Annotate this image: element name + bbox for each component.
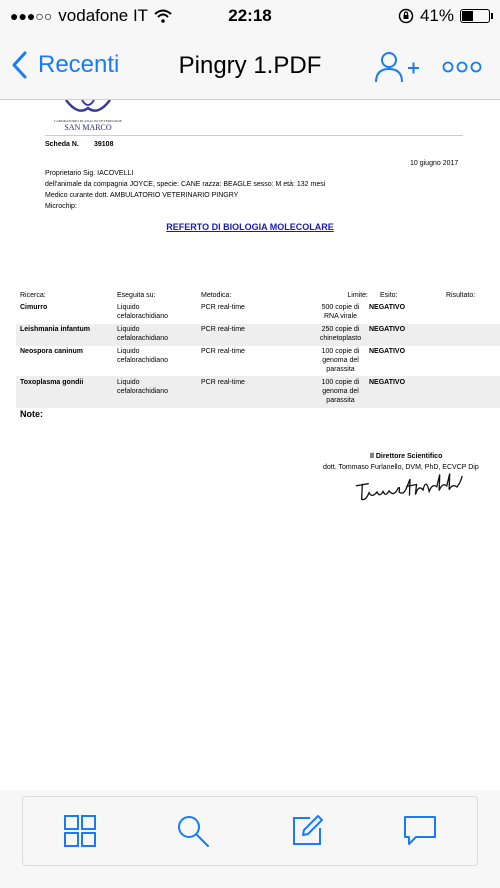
- row-eseguita-2: cefalorachidiano: [117, 357, 168, 364]
- row-limite-2: genoma del: [322, 388, 359, 395]
- row-eseguita-1: Liquido: [117, 326, 140, 333]
- row-metodica: PCR real-time: [201, 348, 245, 355]
- row-esito: NEGATIVO: [369, 379, 406, 386]
- status-bar: [0, 0, 500, 34]
- lab-name: SAN MARCO: [64, 123, 112, 132]
- header-eseguita: Eseguita su:: [117, 292, 156, 299]
- row-limite-1: 100 copie di: [321, 379, 360, 386]
- row-limite-2: chinetoplasto: [319, 335, 362, 342]
- scheda-value: 39108: [94, 141, 114, 148]
- thumbnails-button[interactable]: [60, 811, 100, 851]
- director-title: Il Direttore Scientifico: [370, 453, 443, 460]
- row-ricerca: Cimurro: [20, 304, 48, 311]
- microchip-line: Microchip:: [45, 203, 77, 210]
- annotate-button[interactable]: [287, 811, 327, 851]
- header-metodica: Metodica:: [201, 292, 232, 299]
- row-ricerca: Toxoplasma gondii: [20, 379, 84, 386]
- comment-icon: [402, 814, 438, 848]
- table-row: [16, 376, 500, 408]
- status-time: 22:18: [228, 6, 272, 25]
- row-esito: NEGATIVO: [369, 326, 406, 333]
- signature: [354, 470, 468, 510]
- nav-bar: [0, 34, 500, 100]
- nav-actions: [374, 50, 482, 84]
- row-limite-2: genoma del: [322, 357, 359, 364]
- status-right: [398, 6, 490, 26]
- document-title: Pingry 1.PDF: [178, 52, 322, 79]
- animal-line: dell'animale da compagnia JOYCE, specie: CANE razza: BEAGLE sesso: M età: 132 mesi: [45, 181, 326, 188]
- table-row: [16, 324, 500, 346]
- row-limite-3: parassita: [326, 397, 355, 404]
- lab-logo: [48, 100, 128, 134]
- row-ricerca: Neospora caninum: [20, 348, 84, 355]
- search-button[interactable]: [173, 811, 213, 851]
- row-limite-1: 250 copie di: [321, 326, 360, 333]
- row-eseguita-1: Liquido: [117, 379, 140, 386]
- add-person-button[interactable]: [374, 50, 420, 84]
- report-title[interactable]: REFERTO DI BIOLOGIA MOLECOLARE: [166, 222, 334, 232]
- edit-icon: [290, 814, 324, 848]
- owner-line: Proprietario Sig. IACOVELLI: [45, 170, 134, 177]
- header-divider: [45, 135, 463, 136]
- header-ricerca: Ricerca:: [20, 292, 46, 299]
- row-limite-3: parassita: [326, 366, 355, 373]
- row-esito: NEGATIVO: [369, 304, 406, 311]
- signature-icon: [354, 470, 468, 506]
- lab-line: LABORATORIO DI ANALISI VETERINARIE: [54, 119, 122, 123]
- table-header: [16, 291, 500, 303]
- battery-icon: [460, 9, 490, 23]
- bottom-toolbar: [22, 796, 478, 866]
- carrier-label: vodafone IT: [58, 6, 149, 25]
- rotation-lock-icon: [398, 8, 414, 24]
- row-eseguita-2: cefalorachidiano: [117, 388, 168, 395]
- signal-icon: ●●●○○: [10, 8, 53, 24]
- note-label: Note:: [20, 409, 43, 419]
- scheda-label: Scheda N.: [45, 141, 79, 148]
- row-metodica: PCR real-time: [201, 304, 245, 311]
- search-icon: [176, 814, 210, 848]
- header-risultato: Risultato:: [446, 292, 476, 299]
- header-limite: Limite:: [347, 292, 368, 299]
- row-esito: NEGATIVO: [369, 348, 406, 355]
- battery-percent: 41%: [419, 6, 454, 25]
- header-esito: Esito:: [380, 292, 398, 299]
- row-limite-2: RNA virale: [323, 313, 358, 320]
- table-row: [16, 303, 500, 324]
- back-label: Recenti: [38, 51, 120, 78]
- doctor-line: Medico curante dott. AMBULATORIO VETERINARIO PINGRY: [45, 192, 239, 199]
- report-date: 10 giugno 2017: [410, 160, 459, 167]
- row-eseguita-2: cefalorachidiano: [117, 313, 168, 320]
- row-limite-1: 100 copie di: [321, 348, 360, 355]
- row-eseguita-1: Liquido: [117, 348, 140, 355]
- table-row: [16, 347, 500, 375]
- row-limite-1: 500 copie di: [321, 304, 360, 311]
- comment-button[interactable]: [400, 811, 440, 851]
- grid-icon: [63, 814, 97, 848]
- more-options-button[interactable]: [442, 60, 482, 74]
- director-name: dott. Tommaso Furlanello, DVM, PhD, ECVCP Dip: [323, 464, 479, 471]
- row-metodica: PCR real-time: [201, 379, 245, 386]
- row-eseguita-1: Liquido: [117, 304, 140, 311]
- pdf-page[interactable]: [0, 100, 500, 790]
- row-eseguita-2: cefalorachidiano: [117, 335, 168, 342]
- lab-emblem-icon: [58, 100, 118, 114]
- row-ricerca: Leishmania infantum: [20, 326, 91, 333]
- row-metodica: PCR real-time: [201, 326, 245, 333]
